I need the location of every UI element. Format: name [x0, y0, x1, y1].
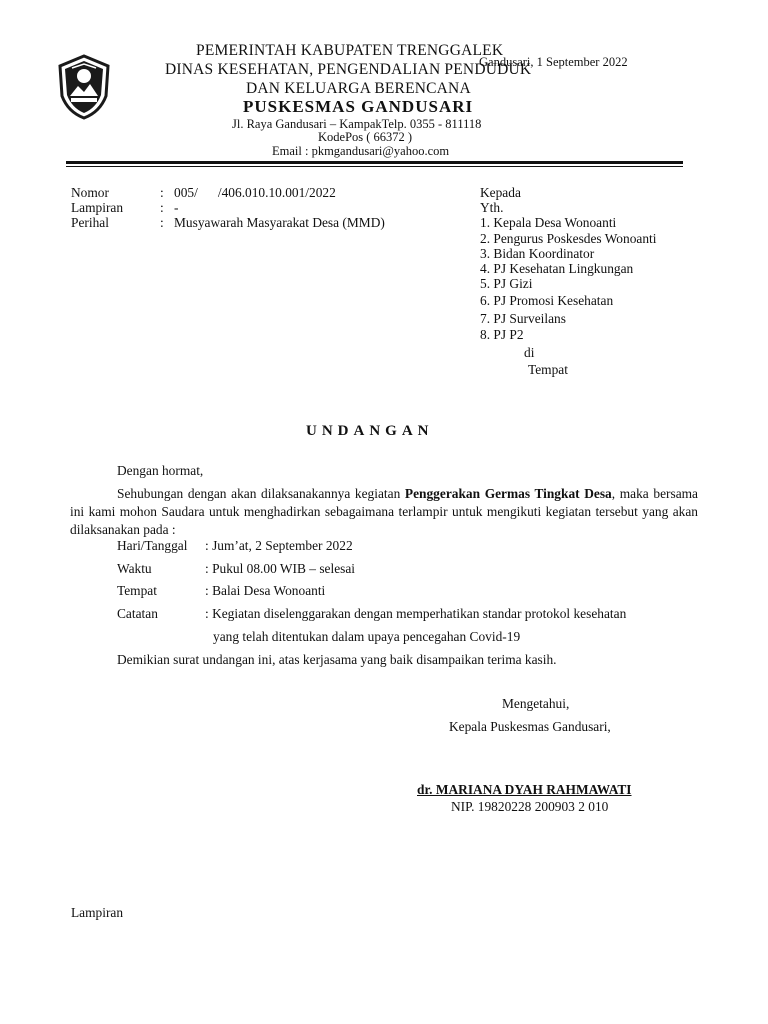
lampiran-label: Lampiran — [71, 200, 124, 215]
closing: Demikian surat undangan ini, atas kerjasama yang baik disampaikan terima kasih. — [117, 652, 557, 667]
detail-value: : Balai Desa Wonoanti — [205, 583, 326, 598]
header-email: Email : pkmgandusari@yahoo.com — [272, 144, 450, 158]
signatory-position: Kepala Puskesmas Gandusari, — [449, 719, 611, 734]
yth-label: Yth. — [480, 200, 504, 215]
header-line-2: DINAS KESEHATAN, PENGENDALIAN PENDUDUK — [165, 61, 532, 78]
recipient-item: 3. Bidan Koordinator — [480, 246, 595, 261]
activity-name: Penggerakan Germas Tingkat Desa — [404, 486, 612, 501]
nomor-colon: : — [160, 185, 164, 200]
signatory-nip: NIP. 19820228 200903 2 010 — [451, 799, 609, 814]
recipient-item: 1. Kepala Desa Wonoanti — [480, 215, 617, 230]
recipient-item: 2. Pengurus Poskesdes Wonoanti — [480, 231, 657, 246]
recipient-tempat: Tempat — [528, 362, 568, 377]
recipient-item: 6. PJ Promosi Kesehatan — [480, 293, 614, 308]
perihal-label: Perihal — [71, 215, 109, 230]
header-line-3: DAN KELUARGA BERENCANA — [246, 80, 471, 97]
detail-label: Waktu — [117, 561, 152, 576]
body-paragraph — [70, 485, 698, 539]
perihal-colon: : — [160, 215, 164, 230]
recipient-item: 5. PJ Gizi — [480, 276, 533, 291]
lampiran-colon: : — [160, 200, 164, 215]
header-rule-thin — [66, 166, 683, 167]
detail-label: Catatan — [117, 606, 158, 621]
header-line-1: PEMERINTAH KABUPATEN TRENGGALEK — [196, 42, 504, 59]
header-puskesmas: PUSKESMAS GANDUSARI — [243, 97, 474, 116]
detail-label: Tempat — [117, 583, 157, 598]
detail-value: : Pukul 08.00 WIB – selesai — [205, 561, 356, 576]
kabupaten-emblem-icon — [56, 54, 112, 120]
place-date: Gandusari, 1 September 2022 — [479, 55, 628, 69]
mengetahui: Mengetahui, — [502, 696, 570, 711]
lampiran-value: - — [174, 200, 179, 215]
recipient-di: di — [524, 345, 535, 360]
letter-title: UNDANGAN — [306, 423, 434, 439]
para-pre: Sehubungan dengan akan dilaksanakannya kegiatan — [117, 486, 405, 501]
catatan-continued: yang telah ditentukan dalam upaya pencegahan Covid-19 — [213, 629, 521, 644]
recipient-item: 8. PJ P2 — [480, 327, 524, 342]
nomor-value: 005/ /406.010.10.001/2022 — [174, 185, 336, 200]
header-postal: KodePos ( 66372 ) — [318, 130, 413, 144]
recipient-item: 7. PJ Surveilans — [480, 311, 566, 326]
detail-value: : Kegiatan diselenggarakan dengan memperhatikan standar protokol kesehatan — [205, 606, 627, 621]
para-post: , maka bersama ini kami mohon Saudara untuk menghadirkan sebagaimana terlampir untuk mengikuti kegiatan tersebut yang akan dilaksanakan pada : — [70, 486, 698, 537]
header-address: Jl. Raya Gandusari – KampakTelp. 0355 - 811118 — [232, 117, 482, 131]
greeting: Dengan hormat, — [117, 463, 204, 478]
signatory-name: dr. MARIANA DYAH RAHMAWATI — [417, 782, 632, 797]
header-rule-thick — [66, 161, 683, 164]
detail-value: : Jum’at, 2 September 2022 — [205, 538, 353, 553]
nomor-label: Nomor — [71, 185, 109, 200]
kepada-label: Kepada — [480, 185, 521, 200]
perihal-value: Musyawarah Masyarakat Desa (MMD) — [174, 215, 385, 230]
recipient-item: 4. PJ Kesehatan Lingkungan — [480, 261, 634, 276]
detail-label: Hari/Tanggal — [117, 538, 188, 553]
footer-lampiran: Lampiran — [71, 905, 124, 920]
